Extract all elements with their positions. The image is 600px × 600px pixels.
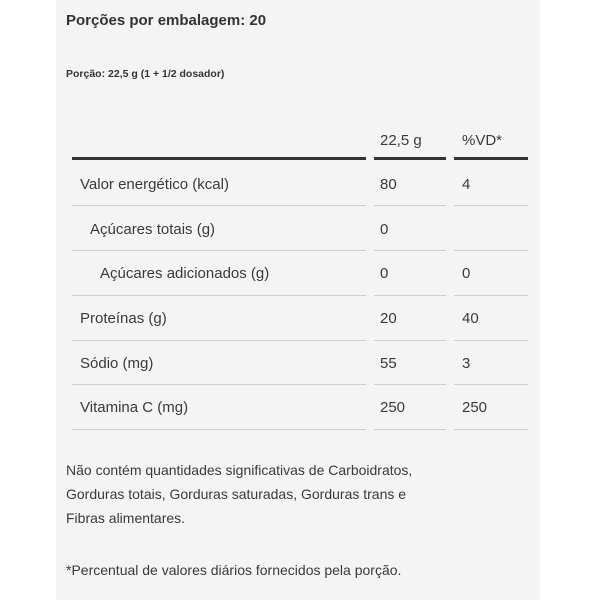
row-amount-proteins: 20 <box>380 310 397 327</box>
not-significant-line: Gorduras totais, Gorduras saturadas, Gorduras trans e <box>66 486 407 502</box>
row-amount-added-sugars: 0 <box>380 265 389 282</box>
portion-size: Porção: 22,5 g (1 + 1/2 dosador) <box>66 68 225 80</box>
not-significant-line: Não contém quantidades significativas de Carboidratos, <box>66 462 413 478</box>
row-amount-sodium: 55 <box>380 355 397 372</box>
servings-per-package: Porções por embalagem: 20 <box>66 12 267 29</box>
row-divider <box>374 250 446 251</box>
row-amount-vitamin-c: 250 <box>380 399 406 416</box>
row-dv-proteins: 40 <box>462 310 479 327</box>
row-divider <box>454 295 528 296</box>
header-rule-label <box>72 157 366 160</box>
row-label-vitamin-c: Vitamina C (mg) <box>80 399 189 416</box>
row-dv-added-sugars: 0 <box>462 265 471 282</box>
column-header-daily-value: %VD* <box>462 132 503 149</box>
column-header-amount: 22,5 g <box>380 132 422 149</box>
row-divider <box>454 250 528 251</box>
row-divider <box>72 340 366 341</box>
row-amount-total-sugars: 0 <box>380 221 389 238</box>
header-rule-daily-value <box>454 157 528 160</box>
row-divider <box>72 250 366 251</box>
row-dv-energy: 4 <box>462 176 471 193</box>
not-significant-line: Fibras alimentares. <box>66 510 186 526</box>
row-divider <box>454 384 528 385</box>
header-rule-amount <box>374 157 446 160</box>
row-divider <box>454 429 528 430</box>
row-divider <box>72 205 366 206</box>
row-divider <box>454 205 528 206</box>
row-label-energy: Valor energético (kcal) <box>80 176 229 193</box>
row-dv-sodium: 3 <box>462 355 471 372</box>
row-divider <box>374 384 446 385</box>
daily-value-footnote: *Percentual de valores diários fornecidos pela porção. <box>66 562 402 578</box>
row-dv-vitamin-c: 250 <box>462 399 488 416</box>
row-divider <box>374 205 446 206</box>
row-label-sodium: Sódio (mg) <box>80 355 154 372</box>
row-divider <box>72 429 366 430</box>
row-divider <box>374 295 446 296</box>
row-label-proteins: Proteínas (g) <box>80 310 167 327</box>
row-divider <box>72 384 366 385</box>
row-divider <box>374 429 446 430</box>
row-divider <box>454 340 528 341</box>
row-divider <box>72 295 366 296</box>
row-label-added-sugars: Açúcares adicionados (g) <box>100 265 270 282</box>
not-significant-note <box>66 458 412 530</box>
row-amount-energy: 80 <box>380 176 397 193</box>
row-divider <box>374 340 446 341</box>
row-label-total-sugars: Açúcares totais (g) <box>90 221 216 238</box>
